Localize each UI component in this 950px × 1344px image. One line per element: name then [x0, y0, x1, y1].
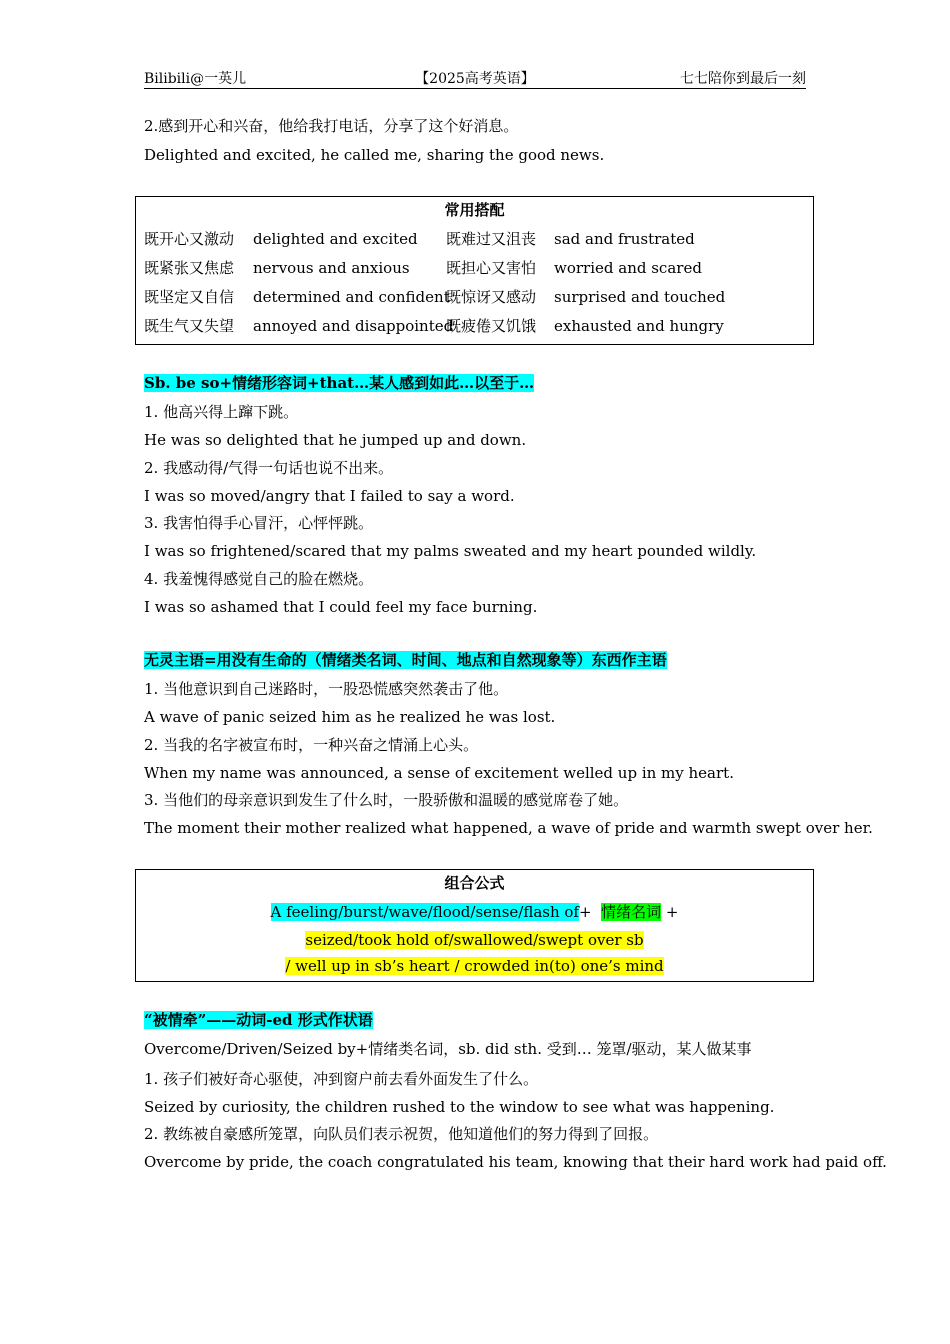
collocation-zh: 既开心又激动	[144, 230, 235, 248]
formula-title: 组合公式	[444, 874, 505, 892]
section3-heading	[144, 1010, 373, 1030]
section2-heading	[144, 650, 667, 670]
section1-line: 1. 他高兴得上蹿下跳。	[144, 403, 299, 421]
collocation-zh: 既坚定又自信	[144, 288, 235, 306]
collocation-en: nervous and anxious	[253, 259, 410, 277]
section2-line: 3. 当他们的母亲意识到发生了什么时，一股骄傲和温暖的感觉席卷了她。	[144, 791, 629, 809]
section1-line: I was so frightened/scared that my palms sweated and my heart pounded wildly.	[144, 542, 757, 560]
collocation-zh: 既担心又害怕	[446, 259, 537, 277]
collocation-en: annoyed and disappointed	[253, 317, 454, 335]
collocation-en: surprised and touched	[554, 288, 726, 306]
header-right: 七七陪你到最后一刻	[680, 71, 806, 87]
section2-line: When my name was announced, a sense of excitement welled up in my heart.	[144, 764, 734, 782]
collocation-en: sad and frustrated	[554, 230, 695, 248]
section2-line: 1. 当他意识到自己迷路时，一股恐慌感突然袭击了他。	[144, 680, 509, 698]
header-left: Bilibili@一英儿	[144, 71, 247, 87]
section2-line: 2. 当我的名字被宣布时，一种兴奋之情涌上心头。	[144, 736, 479, 754]
intro-en: Delighted and excited, he called me, sharing the good news.	[144, 146, 605, 164]
section1-line: I was so ashamed that I could feel my face burning.	[144, 598, 538, 616]
section3-line: Seized by curiosity, the children rushed to the window to see what was happening.	[144, 1098, 775, 1116]
section2-line: A wave of panic seized him as he realized he was lost.	[144, 708, 556, 726]
formula-verbs-2: / well up in sb’s heart / crowded in(to) one’s mind	[285, 957, 664, 975]
formula-part1: A feeling/burst/wave/flood/sense/flash of	[270, 903, 579, 921]
section1-line: 2. 我感动得/气得一句话也说不出来。	[144, 459, 394, 477]
formula-line-2	[136, 930, 813, 950]
collocations-box	[135, 196, 814, 345]
section3-line: Overcome by pride, the coach congratulated his team, knowing that their hard work had paid off.	[144, 1153, 887, 1171]
collocation-en: exhausted and hungry	[554, 317, 724, 335]
formula-box	[135, 869, 814, 982]
section1-heading-text: Sb. be so+情绪形容词+that…某人感到如此…以至于…	[144, 374, 535, 392]
section3-line: 1. 孩子们被好奇心驱使，冲到窗户前去看外面发生了什么。	[144, 1070, 539, 1088]
formula-plus: +	[578, 903, 597, 921]
section1-line: He was so delighted that he jumped up and down.	[144, 431, 527, 449]
page-header	[144, 68, 806, 89]
formula-line-3	[136, 956, 813, 976]
header-center: 【2025高考英语】	[415, 71, 535, 87]
collocation-zh: 既生气又失望	[144, 317, 235, 335]
section2-line: The moment their mother realized what happened, a wave of pride and warmth swept over her.	[144, 819, 873, 837]
section1-line: 3. 我害怕得手心冒汗，心怦怦跳。	[144, 514, 374, 532]
section3-line: Overcome/Driven/Seized by+情绪类名词，sb. did sth. 受到… 笼罩/驱动，某人做某事	[144, 1040, 752, 1058]
formula-plus: +	[661, 903, 679, 921]
collocation-zh: 既紧张又焦虑	[144, 259, 235, 277]
collocation-en: determined and confident	[253, 288, 450, 306]
collocations-title: 常用搭配	[444, 201, 505, 219]
section1-line: I was so moved/angry that I failed to say a word.	[144, 487, 515, 505]
section3-heading-text: “被情牵”——动词-ed 形式作状语	[144, 1011, 373, 1029]
formula-verbs: seized/took hold of/swallowed/swept over sb	[305, 931, 644, 949]
formula-emotion-noun: 情绪名词	[601, 903, 662, 921]
formula-line-1	[136, 902, 813, 922]
section3-line: 2. 教练被自豪感所笼罩，向队员们表示祝贺，他知道他们的努力得到了回报。	[144, 1125, 659, 1143]
section1-heading	[144, 373, 534, 393]
collocation-zh: 既疲倦又饥饿	[446, 317, 537, 335]
collocation-zh: 既难过又沮丧	[446, 230, 537, 248]
intro-zh: 2.感到开心和兴奋，他给我打电话，分享了这个好消息。	[144, 117, 519, 135]
collocation-en: delighted and excited	[253, 230, 418, 248]
section1-line: 4. 我羞愧得感觉自己的脸在燃烧。	[144, 570, 374, 588]
section2-heading-text: 无灵主语=用没有生命的（情绪类名词、时间、地点和自然现象等）东西作主语	[144, 651, 667, 669]
collocation-en: worried and scared	[554, 259, 702, 277]
collocation-zh: 既惊讶又感动	[446, 288, 537, 306]
